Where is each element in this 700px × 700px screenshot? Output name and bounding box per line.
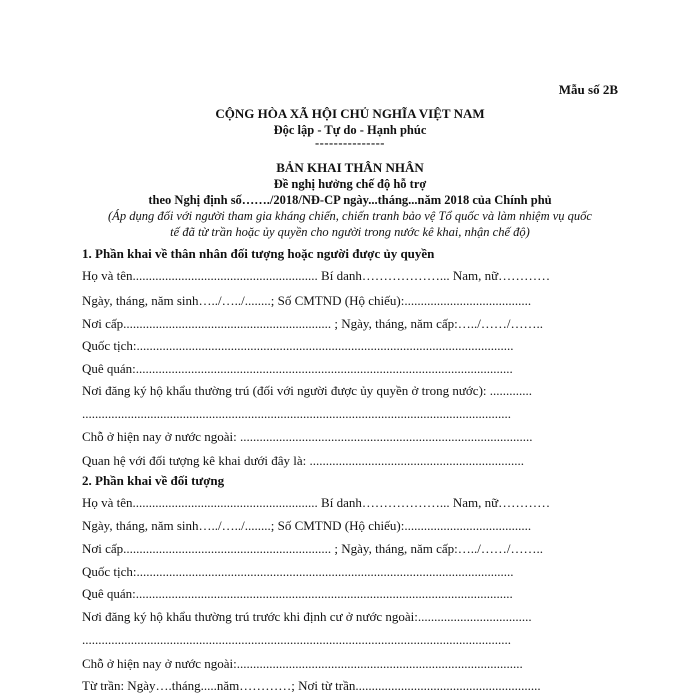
document-title: BẢN KHAI THÂN NHÂN [276, 160, 424, 175]
section2-field-issued: Nơi cấp................................................................ ; Ngày, tháng, năm cấp:…../……/…….. [82, 541, 543, 556]
section1-field-name: Họ và tên......................................................... Bí danh………………... Nam, nữ………… [82, 268, 551, 283]
section2-field-abroad-address: Chỗ ở hiện nay ở nước ngoài:........................................................................................ [82, 656, 523, 671]
section2-field-name: Họ và tên......................................................... Bí danh………………... Nam, nữ………… [82, 495, 551, 510]
section1-field-hometown: Quê quán:.................................................................................................................... [82, 361, 513, 376]
document-subtitle: Đề nghị hưởng chế độ hỗ trợ [273, 177, 427, 191]
section2-heading: 2. Phần khai về đối tượng [82, 473, 225, 488]
section2-field-residence: Nơi đăng ký hộ khẩu thường trú trước khi định cư ở nước ngoài:................................... [82, 609, 532, 624]
decree-reference: theo Nghị định số……./2018/NĐ-CP ngày...tháng...năm 2018 của Chính phủ [148, 193, 552, 207]
section1-field-residence: Nơi đăng ký hộ khẩu thường trú (đối với người được ủy quyền ở trong nước): ............. [82, 383, 533, 398]
section1-field-abroad-address: Chỗ ở hiện nay ở nước ngoài: .......................................................................................... [82, 429, 533, 444]
section2-field-birth-id: Ngày, tháng, năm sinh…../…../........; Số CMTND (Hộ chiếu):....................................... [82, 518, 532, 533]
motto: Độc lập - Tự do - Hạnh phúc [273, 123, 427, 137]
section1-field-relationship: Quan hệ với đối tượng kê khai dưới đây là: .................................................................. [82, 453, 525, 468]
applicability-note-line2: tế đã từ trần hoặc ủy quyền cho người trong nước kê khai, nhận chế độ) [170, 225, 530, 239]
section2-field-residence-cont: .................................................................................................................................... [82, 632, 511, 647]
applicability-note-line1: (Áp dụng đối với người tham gia kháng chiến, chiến tranh bảo vệ Tổ quốc và làm nhiệm vụ quốc [108, 209, 592, 223]
section2-field-nationality: Quốc tịch:.................................................................................................................... [82, 564, 514, 579]
section1-field-issued: Nơi cấp................................................................ ; Ngày, tháng, năm cấp:…../……/…….. [82, 316, 543, 331]
section2-field-hometown: Quê quán:.................................................................................................................... [82, 586, 513, 601]
header-divider: --------------- [315, 136, 385, 150]
section1-field-nationality: Quốc tịch:.................................................................................................................... [82, 338, 514, 353]
section1-heading: 1. Phần khai về thân nhân đối tượng hoặc người được ủy quyền [82, 246, 435, 261]
section2-field-death: Từ trần: Ngày….tháng.....năm…………; Nơi từ trần......................................................... [82, 678, 541, 693]
section1-field-residence-cont: .................................................................................................................................... [82, 406, 511, 421]
section1-field-birth-id: Ngày, tháng, năm sinh…../…../........; Số CMTND (Hộ chiếu):....................................... [82, 293, 532, 308]
form-number: Mẫu số 2B [558, 82, 618, 97]
nation-header: CỘNG HÒA XÃ HỘI CHỦ NGHĨA VIỆT NAM [215, 106, 485, 121]
